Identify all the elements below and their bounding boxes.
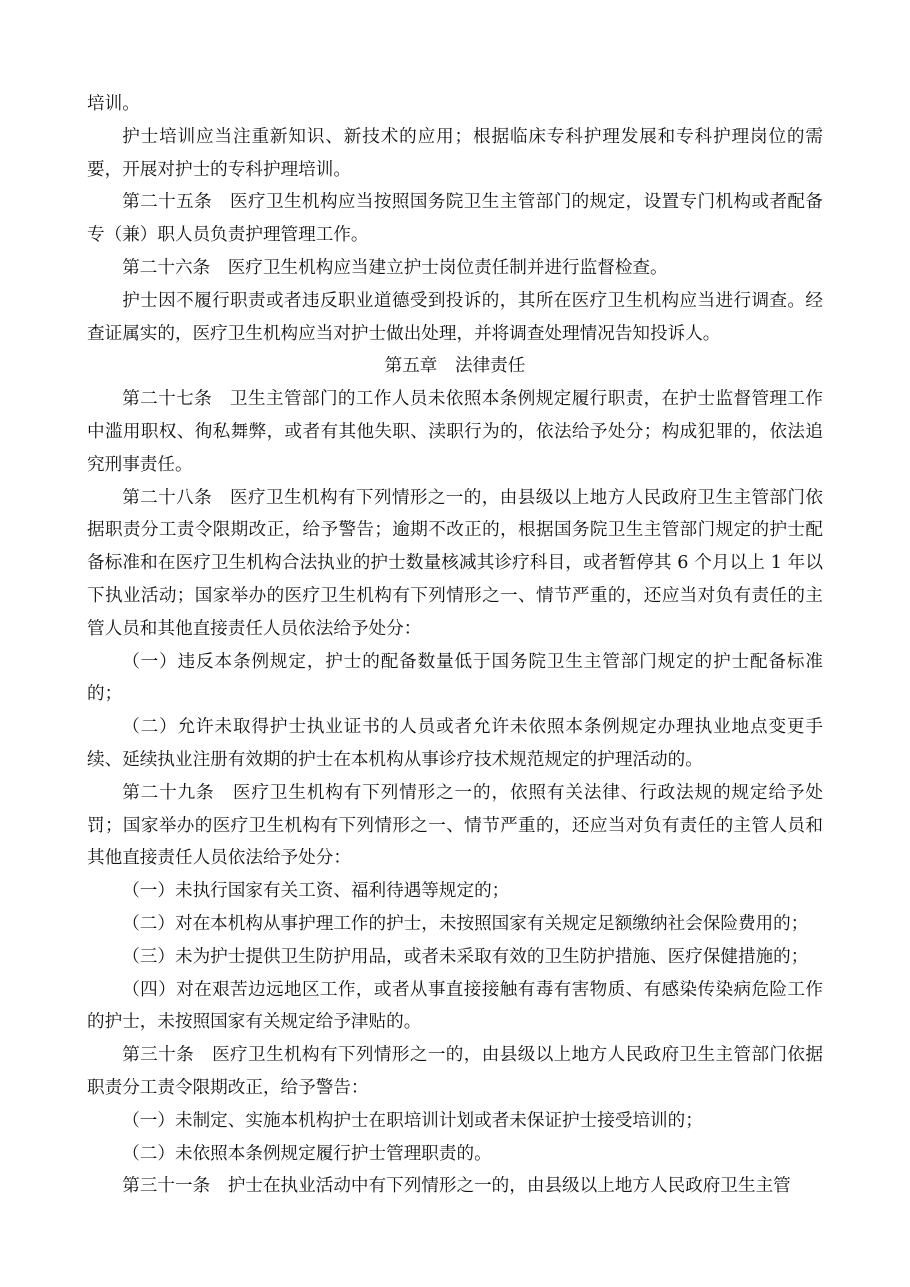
list-item: （一）违反本条例规定，护士的配备数量低于国务院卫生主管部门规定的护士配备标准的； <box>87 651 823 705</box>
list-item: （一）未制定、实施本机构护士在职培训计划或者未保证护士接受培训的； <box>122 1110 703 1131</box>
list-item: （一）未执行国家有关工资、福利待遇等规定的； <box>122 881 510 902</box>
document-page <box>87 88 823 1203</box>
article-27: 第二十七条 卫生主管部门的工作人员未依照本条例规定履行职责，在护士监督管理工作中滥用职权、徇私舞弊，或者有其他失职、渎职行为的，依法给予处分；构成犯罪的，依法追究刑事责任。 <box>87 389 823 475</box>
paragraph: 护士培训应当注重新知识、新技术的应用；根据临床专科护理发展和专科护理岗位的需要，开展对护士的专科护理培训。 <box>87 126 823 180</box>
article-31: 第三十一条 护士在执业活动中有下列情形之一的，由县级以上地方人民政府卫生主管 <box>122 1176 791 1197</box>
paragraph-continued: 培训。 <box>87 94 140 114</box>
chapter-heading: 第五章 法律责任 <box>384 356 526 377</box>
article-26: 第二十六条 医疗卫生机构应当建立护士岗位责任制并进行监督检查。 <box>122 257 668 278</box>
article-30: 第三十条 医疗卫生机构有下列情形之一的，由县级以上地方人民政府卫生主管部门依据职责分工责令限期改正，给予警告： <box>87 1045 823 1098</box>
article-25: 第二十五条 医疗卫生机构应当按照国务院卫生主管部门的规定，设置专门机构或者配备专（兼）职人员负责护理管理工作。 <box>87 192 823 246</box>
paragraph: 护士因不履行职责或者违反职业道德受到投诉的，其所在医疗卫生机构应当进行调查。经查证属实的，医疗卫生机构应当对护士做出处理，并将调查处理情况告知投诉人。 <box>87 290 823 344</box>
article-28: 第二十八条 医疗卫生机构有下列情形之一的，由县级以上地方人民政府卫生主管部门依据职责分工责令限期改正，给予警告；逾期不改正的，根据国务院卫生主管部门规定的护士配备标准和在医疗卫生机构合法执业的护士数量核减其诊疗科目，或者暂停其 6 个月以上 1 年以下执业活动；国家举办的医疗卫生机构有下列情形之一、情节严重的，还应当对负有责任的主管人员和其他直接责任人员依法给予处分： <box>87 487 823 639</box>
article-29: 第二十九条 医疗卫生机构有下列情形之一的，依照有关法律、行政法规的规定给予处罚；国家举办的医疗卫生机构有下列情形之一、情节严重的，还应当对负有责任的主管人员和其他直接责任人员依法给予处分： <box>87 782 823 869</box>
list-item: （三）未为护士提供卫生防护用品，或者未采取有效的卫生防护措施、医疗保健措施的； <box>122 946 809 967</box>
list-item: （二）对在本机构从事护理工作的护士，未按照国家有关规定足额缴纳社会保险费用的； <box>122 913 809 934</box>
list-item: （四）对在艰苦边远地区工作，或者从事直接接触有毒有害物质、有感染传染病危险工作的护士，未按照国家有关规定给予津贴的。 <box>87 979 823 1033</box>
list-item: （二）未依照本条例规定履行护士管理职责的。 <box>122 1143 492 1164</box>
list-item: （二）允许未取得护士执业证书的人员或者允许未依照本条例规定办理执业地点变更手续、延续执业注册有效期的护士在本机构从事诊疗技术规范规定的护理活动的。 <box>87 717 823 770</box>
